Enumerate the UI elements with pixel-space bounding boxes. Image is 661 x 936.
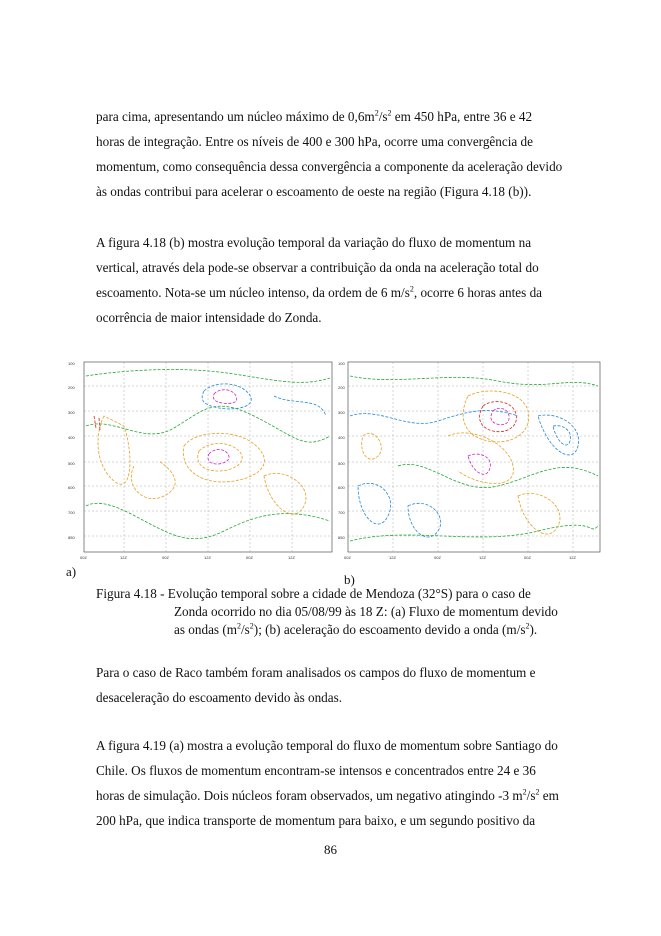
svg-text:12Z: 12Z <box>479 555 486 560</box>
svg-text:12Z: 12Z <box>288 555 295 560</box>
svg-text:200: 200 <box>68 385 75 390</box>
text-line: escoamento. Nota-se um núcleo intenso, da ordem de 6 $m/s^2$, ocorre 6 horas antes da <box>96 284 543 300</box>
svg-text:200: 200 <box>338 385 345 390</box>
text-line: 200 hPa, que indica transporte de momentum para baixo, e um segundo positivo da <box>96 813 536 828</box>
subfigure-label-a: a) <box>66 564 77 579</box>
figure-4-18a <box>64 356 339 566</box>
text-line: horas de simulação. Dois núcleos foram observados, um negativo atingindo -3 $m^2/s^2$ em <box>96 787 559 803</box>
svg-text:00Z: 00Z <box>344 555 351 560</box>
text-line: momentum, como consequência dessa convergência a componente da aceleração devido <box>96 159 563 174</box>
svg-text:300: 300 <box>338 410 345 415</box>
svg-text:00Z: 00Z <box>80 555 87 560</box>
svg-text:850: 850 <box>68 535 75 540</box>
svg-text:700: 700 <box>68 510 75 515</box>
svg-text:850: 850 <box>338 535 345 540</box>
svg-text:400: 400 <box>338 435 345 440</box>
text-line: A figura 4.18 (b) mostra evolução temporal da variação do fluxo de momentum na <box>96 235 532 250</box>
text-line: para cima, apresentando um núcleo máximo de $0,6m^2/s^2$ em 450 hPa, entre 36 e 42 <box>96 108 533 124</box>
subfigure-label-b: b) <box>344 572 355 587</box>
text-line: Para o caso de Raco também foram analisados os campos do fluxo de momentum e <box>96 665 536 680</box>
text-line: A figura 4.19 (a) mostra a evolução temporal do fluxo de momentum sobre Santiago do <box>96 738 558 753</box>
svg-text:100: 100 <box>338 361 345 366</box>
text-line: às ondas contribui para acelerar o escoamento de oeste na região (Figura 4.18 (b)). <box>96 184 532 199</box>
svg-text:500: 500 <box>68 461 75 466</box>
text-line: desaceleração do escoamento devido às ondas. <box>96 690 343 705</box>
text-line: Chile. Os fluxos de momentum encontram-se intensos e concentrados entre 24 e 36 <box>96 763 536 778</box>
contour-plot-a <box>64 356 339 566</box>
caption-line: Zonda ocorrido no dia 05/08/99 às 18 Z: (a) Fluxo de momentum devido <box>174 604 558 619</box>
svg-text:500: 500 <box>338 461 345 466</box>
page-number: 86 <box>324 842 337 857</box>
paragraph-1 <box>96 104 568 204</box>
text-line: vertical, através dela pode-se observar a contribuição da onda na aceleração total do <box>96 260 539 275</box>
figure-4-18b <box>338 356 608 566</box>
svg-text:600: 600 <box>68 485 75 490</box>
paragraph-2 <box>96 230 568 330</box>
svg-text:300: 300 <box>68 410 75 415</box>
paragraph-4 <box>96 733 568 833</box>
svg-text:00Z: 00Z <box>246 555 253 560</box>
svg-text:00Z: 00Z <box>162 555 169 560</box>
svg-text:12Z: 12Z <box>569 555 576 560</box>
text-line: ocorrência de maior intensidade do Zonda. <box>96 310 322 325</box>
svg-text:00Z: 00Z <box>524 555 531 560</box>
caption-line: Figura 4.18 - Evolução temporal sobre a cidade de Mendoza (32°S) para o caso de <box>96 586 531 601</box>
svg-text:400: 400 <box>68 435 75 440</box>
contour-plot-b <box>338 356 608 566</box>
svg-text:700: 700 <box>338 510 345 515</box>
svg-text:600: 600 <box>338 485 345 490</box>
svg-text:12Z: 12Z <box>389 555 396 560</box>
text-line: horas de integração. Entre os níveis de 400 e 300 hPa, ocorre uma convergência de <box>96 134 533 149</box>
svg-text:12Z: 12Z <box>120 555 127 560</box>
figure-caption <box>96 585 568 639</box>
svg-text:00Z: 00Z <box>434 555 441 560</box>
svg-text:12Z: 12Z <box>204 555 211 560</box>
caption-line: as ondas $(m^2/s^2)$; (b) aceleração do escoamento devido a onda $(m/s^2)$. <box>174 621 538 637</box>
paragraph-3 <box>96 660 568 710</box>
svg-text:100: 100 <box>68 361 75 366</box>
